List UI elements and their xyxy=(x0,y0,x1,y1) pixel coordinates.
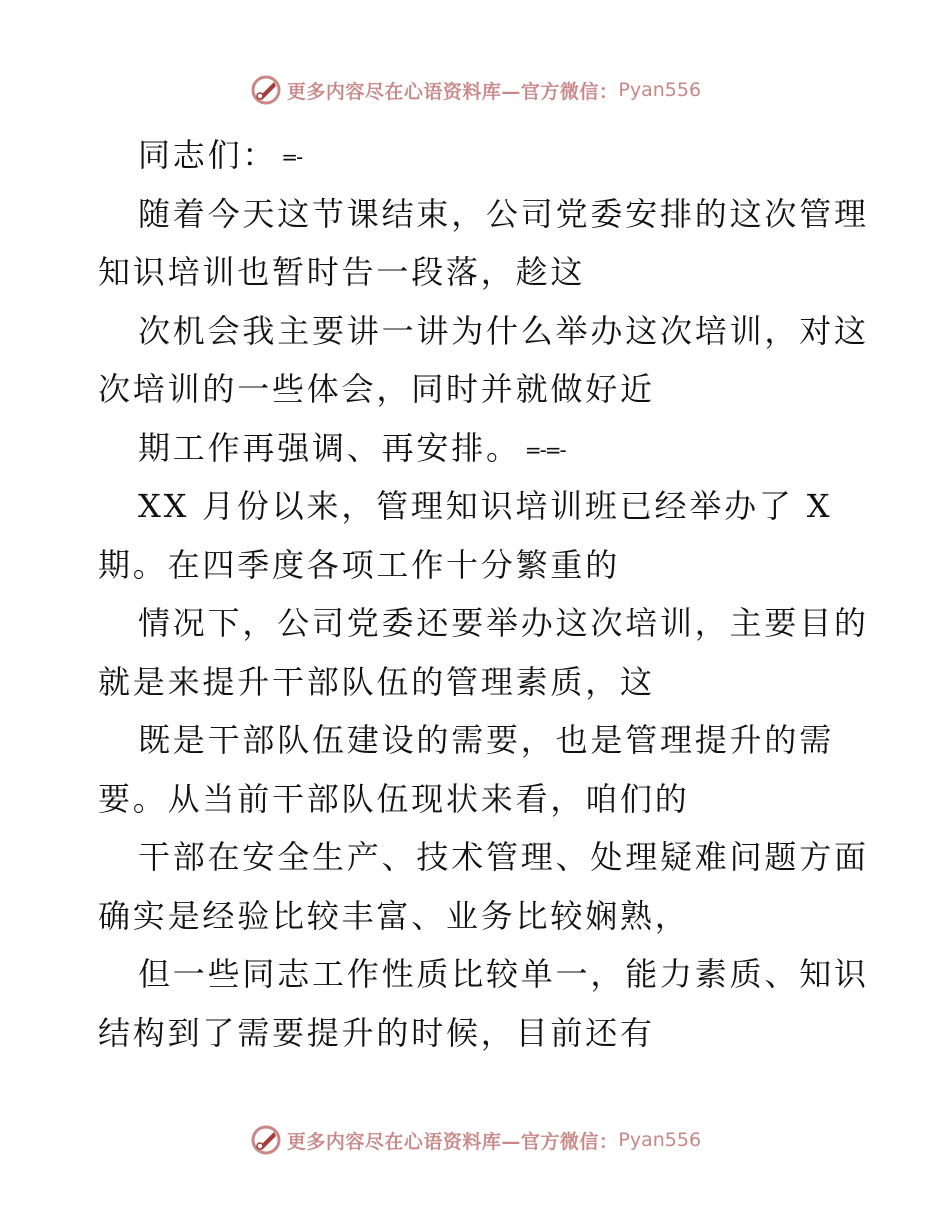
text-line xyxy=(98,770,858,829)
text-line xyxy=(98,594,869,653)
text-line xyxy=(98,828,869,887)
text-line xyxy=(98,243,858,302)
line-text: 次机会我主要讲一讲为什么举办这次培训，对这 xyxy=(138,311,869,350)
line-mark: =-=- xyxy=(524,437,565,462)
text-line xyxy=(98,477,858,536)
line-text: 既是干部队伍建设的需要，也是管理提升的需 xyxy=(138,721,835,759)
text-line xyxy=(98,945,869,1004)
line-text: 干部在安全生产、技术管理、处理疑难问题方面 xyxy=(138,838,869,876)
footer-watermark xyxy=(0,1120,950,1160)
text-line xyxy=(98,653,858,712)
quill-seal-icon xyxy=(249,1123,283,1157)
text-line xyxy=(98,536,858,595)
text-line xyxy=(98,419,858,478)
line-text: 期工作再强调、再安排。 xyxy=(138,428,521,467)
line-text: 结构到了需要提升的时候，目前还有 xyxy=(98,1013,655,1052)
line-text: 确实是经验比较丰富、业务比较娴熟， xyxy=(98,896,690,935)
line-text: 要。从当前干部队伍现状来看，咱们的 xyxy=(98,779,690,818)
text-line xyxy=(98,126,858,185)
document-body xyxy=(98,126,869,1062)
watermark-account: Pyan556 xyxy=(618,1129,702,1151)
text-line xyxy=(98,887,858,946)
text-line xyxy=(98,1004,858,1063)
text-line xyxy=(98,185,869,244)
line-text: 同志们： xyxy=(138,136,278,174)
line-text: 但一些同志工作性质比较单一，能力素质、知识 xyxy=(138,955,869,993)
text-line xyxy=(98,360,858,419)
quill-seal-icon xyxy=(249,73,283,107)
line-text: 知识培训也暂时告一段落，趁这 xyxy=(98,253,586,291)
watermark-text: 更多内容尽在心语资料库—官方微信： xyxy=(286,1130,619,1153)
line-text: 期。在四季度各项工作十分繁重的 xyxy=(98,545,621,584)
line-text: 情况下，公司党委还要举办这次培训，主要目的 xyxy=(138,604,869,642)
text-line xyxy=(98,302,869,361)
line-mark: =- xyxy=(281,145,302,170)
watermark-account: Pyan556 xyxy=(618,79,702,101)
watermark-text: 更多内容尽在心语资料库—官方微信： xyxy=(286,80,619,103)
line-text: 次培训的一些体会，同时并就做好近 xyxy=(98,370,655,408)
header-watermark xyxy=(0,70,950,110)
text-line xyxy=(98,711,858,770)
line-text: 随着今天这节课结束，公司党委安排的这次管理 xyxy=(138,194,869,233)
line-text: 就是来提升干部队伍的管理素质，这 xyxy=(98,662,655,701)
line-text: XX 月份以来，管理知识培训班已经举办了 X xyxy=(138,487,833,525)
